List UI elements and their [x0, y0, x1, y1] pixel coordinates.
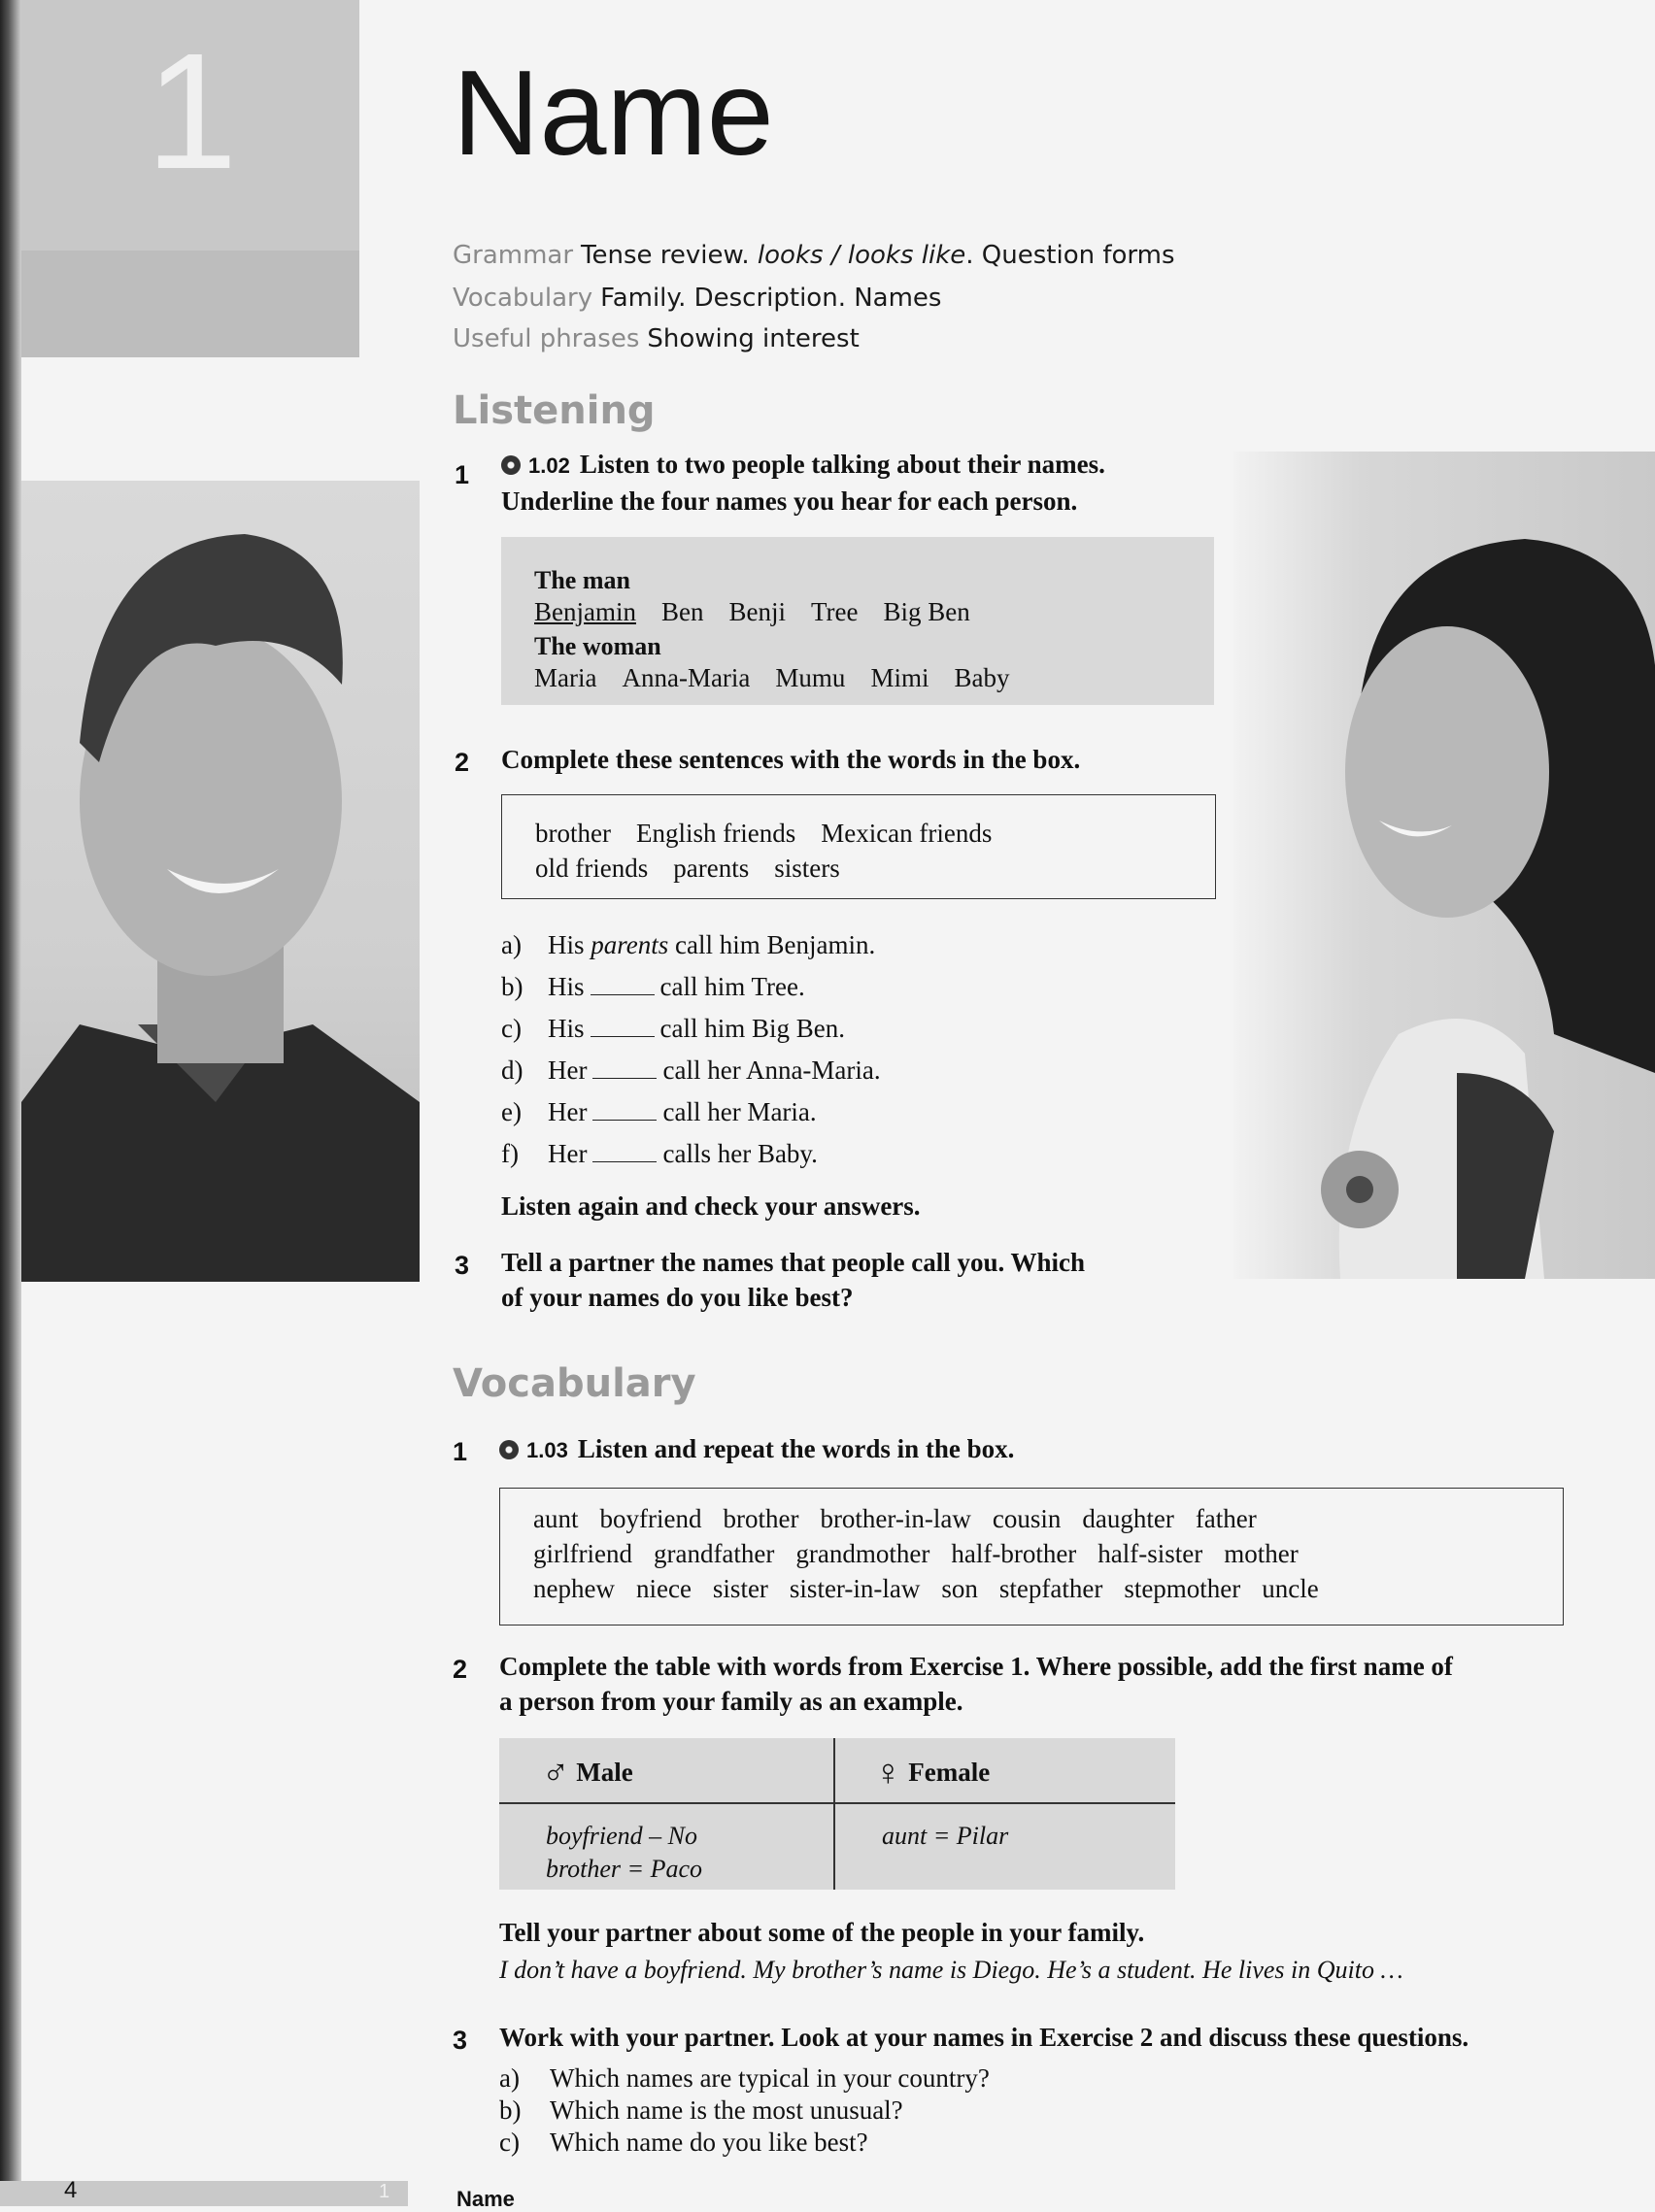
sentence-letter: c)	[501, 1014, 522, 1043]
exercise-number: 2	[455, 748, 470, 777]
female-header	[874, 1752, 990, 1794]
box-word: brother	[535, 819, 611, 848]
man-label: The man	[534, 566, 630, 594]
question-letter: c)	[499, 2128, 520, 2157]
instruction-text: Listen and repeat the words in the box.	[577, 1434, 1015, 1463]
female-symbol-icon: ♀	[874, 1753, 902, 1793]
name-option[interactable]: Benji	[728, 597, 786, 626]
family-word: half-brother	[951, 1539, 1077, 1568]
sentence-end: call her Maria.	[662, 1097, 817, 1126]
sentence-start: Her	[548, 1056, 588, 1085]
family-word: stepmother	[1124, 1574, 1241, 1603]
sentence-list	[501, 924, 881, 1175]
instruction-line1: Listen to two people talking about their names.	[579, 450, 1105, 479]
family-word: cousin	[992, 1504, 1062, 1533]
sentence-end: call him Tree.	[659, 972, 805, 1001]
sentence-start: Her	[548, 1097, 588, 1126]
family-word: brother	[723, 1504, 799, 1533]
name-option[interactable]: Baby	[954, 663, 1010, 692]
sentence-end: call her Anna-Maria.	[662, 1056, 881, 1085]
track-number: 1.03	[526, 1438, 568, 1462]
sentence-item	[501, 1050, 881, 1091]
listening-ex1-instruction	[501, 447, 1105, 519]
question-list	[499, 2062, 990, 2159]
man-names	[534, 597, 996, 627]
listen-again-instruction: Listen again and check your answers.	[501, 1191, 921, 1221]
question-letter: b)	[499, 2095, 522, 2125]
topic-value: Showing interest	[647, 324, 860, 353]
unit-tab-block-lower	[21, 251, 359, 357]
family-word: boyfriend	[599, 1504, 702, 1533]
exercise-number: 1	[455, 460, 470, 489]
female-label: Female	[908, 1758, 991, 1787]
family-word: sister	[712, 1574, 768, 1603]
name-option[interactable]: Ben	[660, 597, 704, 626]
box-word: old friends	[535, 854, 649, 883]
woman-names	[534, 663, 1034, 693]
family-word: mother	[1224, 1539, 1299, 1568]
footer-unit-tab: 1	[379, 2181, 390, 2202]
box-word: Mexican friends	[821, 819, 993, 848]
instruction-line2: Underline the four names you hear for each person.	[501, 486, 1078, 516]
footer-running-title: Name	[456, 2187, 515, 2211]
name-option[interactable]: Big Ben	[883, 597, 970, 626]
sentence-letter: a)	[501, 930, 522, 959]
family-word: sister-in-law	[789, 1574, 921, 1603]
family-word: aunt	[533, 1504, 579, 1533]
listening-ex3-instruction	[501, 1245, 1085, 1315]
instruction-line1: Complete the table with words from Exercise 1. Where possible, add the first name of	[499, 1652, 1453, 1681]
sentence-end: call him Big Ben.	[659, 1014, 845, 1043]
sentence-letter: b)	[501, 972, 524, 1001]
sentence-item	[501, 1091, 881, 1133]
topic-key: Grammar	[453, 241, 574, 270]
name-option[interactable]: Maria	[534, 663, 597, 692]
exercise-number: 1	[453, 1437, 468, 1466]
example-sentence: I don’t have a boyfriend. My brother’s name is Diego. He’s a student. He lives in Quito …	[499, 1956, 1403, 1984]
word-box-row	[535, 854, 865, 884]
family-word: stepfather	[998, 1574, 1103, 1603]
vocab-ex1-instruction	[499, 1431, 1014, 1468]
question-text: Which name do you like best?	[550, 2128, 868, 2157]
sentence-end: call him Benjamin.	[675, 930, 876, 959]
question-letter: a)	[499, 2063, 520, 2093]
cd-icon	[499, 1440, 519, 1459]
question-text: Which name is the most unusual?	[550, 2095, 903, 2125]
listening-ex2-instruction: Complete these sentences with the words in the box.	[501, 745, 1081, 774]
answer-blank[interactable]	[592, 1142, 657, 1162]
sentence-item	[501, 1133, 881, 1175]
sentence-start: Her	[548, 1139, 588, 1168]
family-word: nephew	[533, 1574, 615, 1603]
exercise-number: 3	[453, 2026, 468, 2055]
exercise-number: 3	[455, 1251, 470, 1280]
name-option[interactable]: Tree	[810, 597, 859, 626]
family-word: father	[1195, 1504, 1257, 1533]
track-number: 1.02	[528, 453, 570, 478]
topic-key: Vocabulary	[453, 284, 593, 313]
page-title: Name	[453, 47, 774, 181]
sentence-start: His	[548, 930, 585, 959]
family-word: girlfriend	[533, 1539, 632, 1568]
sentence-letter: d)	[501, 1056, 524, 1085]
name-option[interactable]: Mumu	[775, 663, 846, 692]
unit-number: 1	[146, 19, 238, 204]
female-example: aunt = Pilar	[882, 1822, 1009, 1850]
box-word: English friends	[635, 819, 796, 848]
instruction-line1: Tell a partner the names that people call you. Which	[501, 1248, 1086, 1277]
family-words-row	[533, 1502, 1278, 1536]
question-text: Which names are typical in your country?	[550, 2063, 990, 2093]
sentence-letter: e)	[501, 1097, 522, 1126]
gender-table	[499, 1738, 1175, 1890]
male-cell[interactable]	[546, 1820, 702, 1886]
topic-useful-phrases	[453, 324, 860, 353]
page-binding-shadow	[0, 0, 21, 2206]
topic-vocabulary	[453, 284, 941, 313]
family-word: brother-in-law	[820, 1504, 971, 1533]
sentence-letter: f)	[501, 1139, 519, 1168]
name-option[interactable]: Benjamin	[534, 597, 636, 626]
instruction-line2: a person from your family as an example.	[499, 1687, 963, 1716]
section-heading-vocabulary: Vocabulary	[453, 1361, 696, 1406]
word-box-row	[535, 819, 1017, 849]
male-header	[542, 1752, 633, 1794]
question-item	[499, 2062, 990, 2095]
topic-grammar	[453, 241, 1175, 270]
family-word: half-sister	[1098, 1539, 1203, 1568]
family-words-box	[499, 1488, 1564, 1625]
answer-blank[interactable]	[592, 1100, 657, 1121]
box-word: parents	[673, 854, 750, 883]
sentence-item	[501, 924, 881, 966]
topic-key: Useful phrases	[453, 324, 640, 353]
female-cell[interactable]	[882, 1820, 1008, 1853]
family-word: daughter	[1082, 1504, 1174, 1533]
photo-smiling-man	[21, 481, 420, 1282]
woman-label: The woman	[534, 632, 661, 660]
page-number: 4	[64, 2177, 78, 2203]
name-option[interactable]: Anna-Maria	[622, 663, 751, 692]
male-label: Male	[576, 1758, 633, 1787]
family-word: grandmother	[795, 1539, 930, 1568]
topic-value: Family. Description. Names	[600, 284, 942, 313]
family-words-row	[533, 1572, 1340, 1606]
sentence-start: His	[548, 1014, 585, 1043]
cd-icon	[501, 455, 521, 475]
topic-value-italic: looks / looks like	[757, 241, 966, 270]
sentence-start: His	[548, 972, 585, 1001]
table-column-divider	[833, 1738, 835, 1890]
photo-smiling-woman	[1233, 452, 1655, 1279]
answer-blank[interactable]	[592, 1058, 657, 1079]
topic-value: . Question forms	[965, 241, 1175, 270]
sentence-item	[501, 966, 881, 1008]
family-word: niece	[635, 1574, 692, 1603]
names-box	[501, 537, 1214, 705]
question-item	[499, 2095, 990, 2127]
word-box	[501, 794, 1216, 899]
tell-partner-instruction: Tell your partner about some of the people in your family.	[499, 1918, 1145, 1947]
answer-blank[interactable]	[591, 975, 655, 995]
male-symbol-icon: ♂	[542, 1753, 570, 1793]
footer-bar	[0, 2181, 408, 2206]
sentence-answer: parents	[591, 930, 669, 959]
question-item	[499, 2127, 990, 2159]
sentence-item	[501, 1008, 881, 1050]
instruction-line2: of your names do you like best?	[501, 1283, 854, 1312]
family-words-row	[533, 1537, 1320, 1571]
vocab-ex2-instruction	[499, 1649, 1453, 1719]
table-header-divider	[499, 1802, 1175, 1804]
family-word: son	[941, 1574, 978, 1603]
exercise-number: 2	[453, 1655, 468, 1684]
male-example: brother = Paco	[546, 1855, 703, 1883]
topic-value: Tense review.	[581, 241, 758, 270]
vocab-ex3-instruction: Work with your partner. Look at your names in Exercise 2 and discuss these questions.	[499, 2023, 1469, 2052]
name-option[interactable]: Mimi	[870, 663, 929, 692]
section-heading-listening: Listening	[453, 388, 656, 433]
answer-blank[interactable]	[591, 1017, 655, 1037]
family-word: uncle	[1262, 1574, 1319, 1603]
family-word: grandfather	[653, 1539, 775, 1568]
sentence-end: calls her Baby.	[662, 1139, 818, 1168]
box-word: sisters	[774, 854, 840, 883]
male-example: boyfriend – No	[546, 1822, 697, 1850]
